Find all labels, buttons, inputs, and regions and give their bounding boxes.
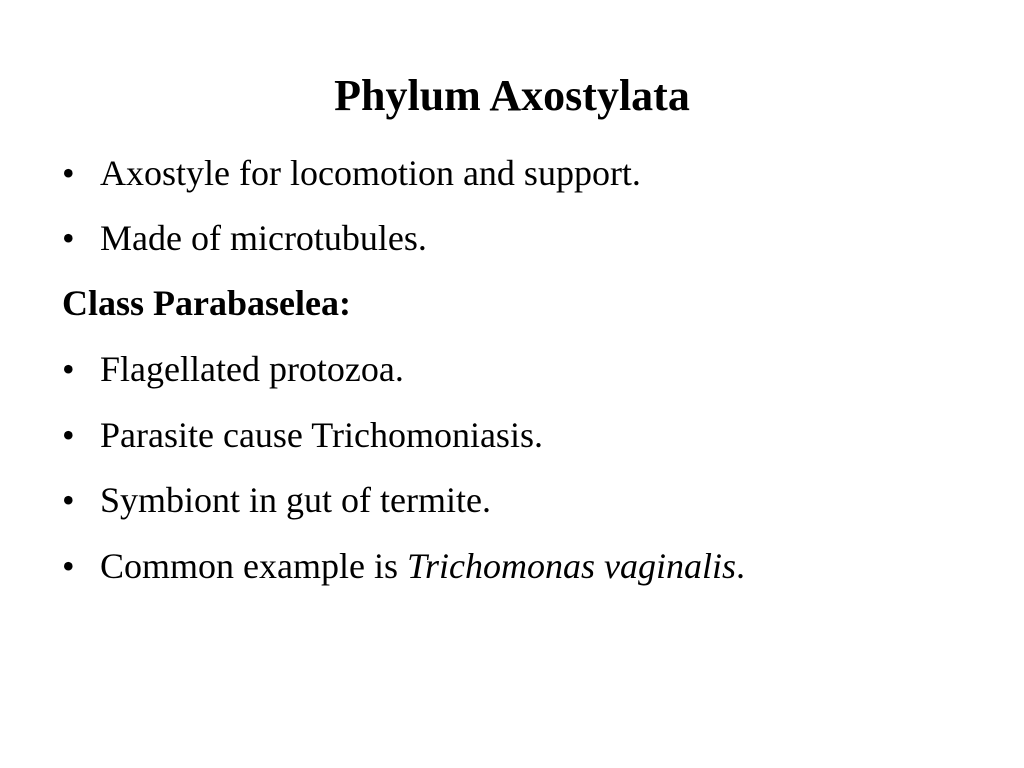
- species-name: Trichomonas vaginalis: [406, 546, 736, 586]
- bullet-text: Made of microtubules.: [100, 218, 427, 258]
- bullet-icon: •: [62, 349, 75, 389]
- bullet-item: [62, 413, 543, 457]
- bullet-item: [62, 347, 404, 391]
- class-subheading: Class Parabaselea:: [62, 283, 351, 323]
- bullet-text-prefix: Common example is: [100, 546, 407, 586]
- bullet-icon: •: [62, 218, 75, 258]
- slide-title: Phylum Axostylata: [334, 71, 690, 120]
- bullet-text: Symbiont in gut of termite.: [100, 480, 491, 520]
- bullet-icon: •: [62, 480, 75, 520]
- bullet-icon: •: [62, 546, 75, 586]
- bullet-text: Axostyle for locomotion and support.: [100, 153, 641, 193]
- bullet-icon: •: [62, 415, 75, 455]
- bullet-icon: •: [62, 153, 75, 193]
- bullet-item: [62, 216, 427, 260]
- bullet-item: [62, 478, 491, 522]
- bullet-item: [62, 544, 745, 588]
- bullet-text: Parasite cause Trichomoniasis.: [100, 415, 543, 455]
- bullet-item: [62, 151, 641, 195]
- bullet-text: Flagellated protozoa.: [100, 349, 404, 389]
- bullet-text-suffix: .: [736, 546, 745, 586]
